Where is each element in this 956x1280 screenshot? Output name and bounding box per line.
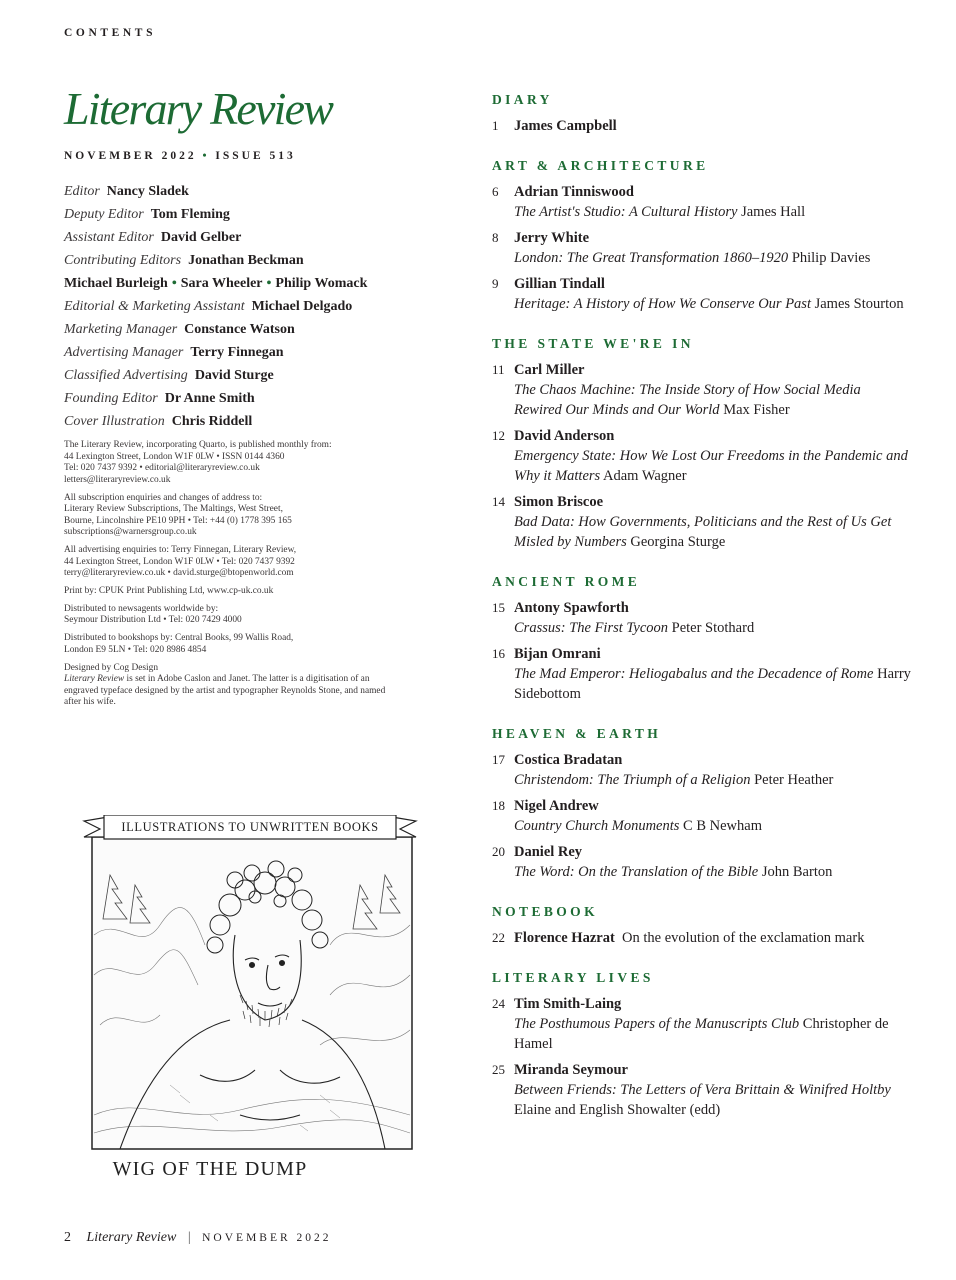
publication-info-line: The Literary Review, incorporating Quarto, is published monthly from: bbox=[64, 440, 332, 450]
page-number: 8 bbox=[492, 230, 499, 245]
publication-info-line: letters@literaryreview.co.uk bbox=[64, 474, 171, 485]
page-footer bbox=[64, 1230, 332, 1246]
staff-role: Advertising Manager bbox=[64, 345, 184, 360]
staff-name: Jonathan Beckman bbox=[188, 253, 304, 268]
reviewer-name: Nigel Andrew bbox=[514, 798, 599, 814]
publication-info-line: Seymour Distribution Ltd • Tel: 020 7429 4000 bbox=[64, 615, 242, 626]
book-title: The Chaos Machine: The Inside Story of How Social Media Rewired Our Minds and Our World bbox=[514, 382, 861, 418]
toc-entry[interactable] bbox=[492, 994, 912, 1054]
toc-section bbox=[492, 726, 912, 882]
toc-entry[interactable] bbox=[492, 598, 912, 638]
page-number: 22 bbox=[492, 930, 505, 945]
toc-section bbox=[492, 336, 912, 552]
staff-name: Dr Anne Smith bbox=[164, 391, 255, 406]
publication-info-line: Bourne, Lincolnshire PE10 9PH • Tel: +44 (0) 1778 395 165 bbox=[64, 515, 292, 526]
section-heading: ART & ARCHITECTURE bbox=[492, 158, 709, 173]
typeface-note-mag: Literary Review bbox=[64, 674, 125, 685]
entry-body bbox=[514, 750, 912, 790]
section-heading: ANCIENT ROME bbox=[492, 574, 641, 589]
publication-info-block bbox=[64, 545, 394, 580]
staff-role: Marketing Manager bbox=[64, 322, 178, 337]
toc-section bbox=[492, 904, 912, 948]
page-number: 17 bbox=[492, 752, 505, 767]
publication-info-line: Literary Review Subscriptions, The Maltings, West Street, bbox=[64, 504, 283, 515]
bullet-icon: • bbox=[202, 150, 216, 162]
page-number: 20 bbox=[492, 844, 505, 859]
section-heading: LITERARY LIVES bbox=[492, 970, 654, 985]
staff-role: Assistant Editor bbox=[64, 230, 154, 245]
page-number: 18 bbox=[492, 798, 505, 813]
staff-role: Classified Advertising bbox=[64, 368, 188, 383]
publication-info-block bbox=[64, 440, 394, 486]
toc-entry[interactable] bbox=[492, 842, 912, 882]
toc-section bbox=[492, 92, 912, 136]
publication-info-block bbox=[64, 604, 394, 627]
staff-role: Editorial & Marketing Assistant bbox=[64, 299, 245, 314]
entry-body bbox=[514, 116, 912, 136]
page-number: 14 bbox=[492, 494, 505, 509]
staff-name: Chris Riddell bbox=[171, 414, 253, 429]
book-author: Peter Stothard bbox=[671, 620, 755, 636]
reviewer-name: Costica Bradatan bbox=[514, 752, 623, 768]
staff-name: David Sturge bbox=[194, 368, 274, 383]
reviewer-name: Florence Hazrat bbox=[514, 930, 615, 946]
contents-label: CONTENTS bbox=[64, 27, 157, 39]
toc-section bbox=[492, 970, 912, 1120]
staff-role: Contributing Editors bbox=[64, 253, 182, 268]
reviewer-name: Carl Miller bbox=[514, 362, 585, 378]
book-author: Christopher de Hamel bbox=[514, 1016, 889, 1052]
staff-row bbox=[64, 318, 464, 341]
book-title: Bad Data: How Governments, Politicians and the Rest of Us Get Misled by Numbers bbox=[514, 514, 892, 550]
page-number: 2 bbox=[64, 1230, 71, 1245]
staff-row bbox=[64, 341, 464, 364]
toc-entry[interactable] bbox=[492, 928, 912, 948]
reviewer-name: Jerry White bbox=[514, 230, 590, 246]
book-author: Philip Davies bbox=[791, 250, 871, 266]
reviewer-name: David Anderson bbox=[514, 428, 615, 444]
staff-row bbox=[64, 226, 464, 249]
publication-info-block bbox=[64, 633, 394, 656]
book-author: John Barton bbox=[761, 864, 833, 880]
staff-name: Sara Wheeler bbox=[180, 276, 263, 291]
entry-body bbox=[514, 796, 912, 836]
entry-body bbox=[514, 274, 912, 314]
reviewer-name: Gillian Tindall bbox=[514, 276, 605, 292]
publication-info-line: 44 Lexington Street, London W1F 0LW • ISSN 0144 4360 bbox=[64, 451, 285, 462]
staff-name: Michael Burleigh bbox=[64, 276, 168, 291]
page-number: 6 bbox=[492, 184, 499, 199]
toc-entry[interactable] bbox=[492, 360, 912, 420]
reviewer-name: Bijan Omrani bbox=[514, 646, 601, 662]
page-number: 15 bbox=[492, 600, 505, 615]
book-title: Country Church Monuments bbox=[514, 818, 680, 834]
entry-body bbox=[514, 1060, 912, 1120]
toc-entry[interactable] bbox=[492, 492, 912, 552]
book-author: James Stourton bbox=[814, 296, 904, 312]
article-subject: On the evolution of the exclamation mark bbox=[622, 930, 865, 946]
issue-number: ISSUE 513 bbox=[215, 150, 296, 162]
page-number: 1 bbox=[492, 118, 499, 133]
book-title: Emergency State: How We Lost Our Freedoms in the Pandemic and Why it Matters bbox=[514, 448, 908, 484]
publication-info-block bbox=[64, 586, 394, 598]
publication-info-line: Distributed to bookshops by: Central Books, 99 Wallis Road, bbox=[64, 633, 294, 644]
staff-role: Deputy Editor bbox=[64, 207, 144, 222]
book-author: James Hall bbox=[741, 204, 806, 220]
staff-row bbox=[64, 410, 464, 433]
entry-body bbox=[514, 228, 912, 268]
footer-magazine-name: Literary Review bbox=[86, 1230, 177, 1245]
staff-row bbox=[64, 203, 464, 226]
illustration-banner-text: ILLUSTRATIONS TO UNWRITTEN BOOKS bbox=[121, 820, 379, 834]
entry-body bbox=[514, 842, 912, 882]
publication-info bbox=[64, 440, 394, 715]
reviewer-name: Miranda Seymour bbox=[514, 1062, 628, 1078]
toc-section bbox=[492, 574, 912, 704]
book-title: The Artist's Studio: A Cultural History bbox=[514, 204, 738, 220]
staff-row bbox=[64, 180, 464, 203]
toc-entry[interactable] bbox=[492, 796, 912, 836]
staff-role: Founding Editor bbox=[64, 391, 158, 406]
publication-info-block bbox=[64, 493, 394, 539]
publication-info-block bbox=[64, 663, 394, 709]
book-author: Max Fisher bbox=[723, 402, 790, 418]
book-title: The Posthumous Papers of the Manuscripts Club bbox=[514, 1016, 800, 1032]
staff-list bbox=[64, 180, 464, 433]
reviewer-name: Simon Briscoe bbox=[514, 494, 604, 510]
entry-body bbox=[514, 928, 912, 948]
staff-row bbox=[64, 295, 464, 318]
page-number: 12 bbox=[492, 428, 505, 443]
issue-line bbox=[64, 150, 296, 162]
staff-name: Philip Womack bbox=[275, 276, 368, 291]
entry-body bbox=[514, 492, 912, 552]
publication-info-line: terry@literaryreview.co.uk • david.sturge@btopenworld.com bbox=[64, 568, 294, 579]
publication-info-line: Designed by Cog Design bbox=[64, 662, 159, 673]
publication-info-line: Distributed to newsagents worldwide by: bbox=[64, 603, 219, 614]
publication-info-line: Tel: 020 7437 9392 • editorial@literaryreview.co.uk bbox=[64, 463, 260, 474]
entry-body bbox=[514, 182, 912, 222]
bullet-icon: • bbox=[266, 276, 272, 291]
reviewer-name: Adrian Tinniswood bbox=[514, 184, 634, 200]
publication-info-line: All advertising enquiries to: Terry Finnegan, Literary Review, bbox=[64, 545, 297, 556]
entry-body bbox=[514, 360, 912, 420]
toc-entry[interactable] bbox=[492, 750, 912, 790]
issue-month: NOVEMBER 2022 bbox=[64, 150, 197, 162]
entry-body bbox=[514, 994, 912, 1054]
section-heading: THE STATE WE'RE IN bbox=[492, 336, 694, 351]
publication-info-line: subscriptions@warnersgroup.co.uk bbox=[64, 527, 197, 538]
cover-illustration bbox=[80, 815, 420, 1185]
book-author: Adam Wagner bbox=[603, 468, 687, 484]
bullet-icon: • bbox=[171, 276, 177, 291]
staff-name: Tom Fleming bbox=[150, 207, 230, 222]
section-heading: NOTEBOOK bbox=[492, 904, 598, 919]
publication-info-line: 44 Lexington Street, London W1F 0LW • Tel: 020 7437 9392 bbox=[64, 556, 295, 567]
staff-role: Cover Illustration bbox=[64, 414, 165, 429]
toc-entry[interactable] bbox=[492, 116, 912, 136]
book-title: The Mad Emperor: Heliogabalus and the Decadence of Rome bbox=[514, 666, 874, 682]
staff-row bbox=[64, 272, 464, 295]
illustration-drawing bbox=[80, 815, 420, 1185]
publication-info-line: London E9 5LN • Tel: 020 8986 4854 bbox=[64, 644, 207, 655]
staff-name: David Gelber bbox=[160, 230, 242, 245]
reviewer-name: James Campbell bbox=[514, 118, 617, 134]
page-number: 11 bbox=[492, 362, 505, 377]
book-author: Harry Sidebottom bbox=[514, 666, 911, 702]
page-number: 9 bbox=[492, 276, 499, 291]
toc-entry[interactable] bbox=[492, 228, 912, 268]
staff-row bbox=[64, 249, 464, 272]
masthead-logo: Literary Review bbox=[64, 83, 333, 134]
book-title: Crassus: The First Tycoon bbox=[514, 620, 669, 636]
page-number: 24 bbox=[492, 996, 505, 1011]
toc-section bbox=[492, 158, 912, 314]
staff-row bbox=[64, 387, 464, 410]
book-author: C B Newham bbox=[683, 818, 762, 834]
toc-entry[interactable] bbox=[492, 274, 912, 314]
toc-entry[interactable] bbox=[492, 644, 912, 704]
staff-row bbox=[64, 364, 464, 387]
book-title: Between Friends: The Letters of Vera Brittain & Winifred Holtby bbox=[514, 1082, 891, 1098]
footer-date: NOVEMBER 2022 bbox=[202, 1232, 332, 1244]
publication-info-line: Print by: CPUK Print Publishing Ltd, www.cp-uk.co.uk bbox=[64, 586, 274, 597]
page-number: 16 bbox=[492, 646, 505, 661]
toc-entry[interactable] bbox=[492, 1060, 912, 1120]
typeface-note-text: is set in Adobe Caslon and Janet. The latter is a digitisation of an engraved typeface designed by the artist and typographer Reynolds Stone, and named after his wife. bbox=[64, 674, 386, 708]
reviewer-name: Tim Smith-Laing bbox=[514, 996, 622, 1012]
staff-name: Terry Finnegan bbox=[190, 345, 284, 360]
staff-name: Nancy Sladek bbox=[106, 184, 189, 199]
book-title: Heritage: A History of How We Conserve Our Past bbox=[514, 296, 811, 312]
section-heading: HEAVEN & EARTH bbox=[492, 726, 662, 741]
page-number: 25 bbox=[492, 1062, 505, 1077]
staff-name: Michael Delgado bbox=[251, 299, 353, 314]
reviewer-name: Daniel Rey bbox=[514, 844, 583, 860]
toc-entry[interactable] bbox=[492, 426, 912, 486]
book-title: The Word: On the Translation of the Bible bbox=[514, 864, 759, 880]
section-heading: DIARY bbox=[492, 92, 553, 107]
book-title: London: The Great Transformation 1860–1920 bbox=[514, 250, 789, 266]
table-of-contents bbox=[492, 92, 912, 1142]
divider: | bbox=[187, 1230, 191, 1245]
toc-entry[interactable] bbox=[492, 182, 912, 222]
staff-name: Constance Watson bbox=[184, 322, 295, 337]
entry-body bbox=[514, 598, 912, 638]
book-author: Elaine and English Showalter (edd) bbox=[514, 1102, 721, 1118]
book-title: Christendom: The Triumph of a Religion bbox=[514, 772, 751, 788]
entry-body bbox=[514, 426, 912, 486]
illustration-caption: WIG OF THE DUMP bbox=[112, 1158, 308, 1180]
staff-role: Editor bbox=[64, 184, 100, 199]
reviewer-name: Antony Spawforth bbox=[514, 600, 629, 616]
book-author: Georgina Sturge bbox=[630, 534, 726, 550]
book-author: Peter Heather bbox=[754, 772, 834, 788]
publication-info-line: All subscription enquiries and changes of address to: bbox=[64, 492, 263, 503]
entry-body bbox=[514, 644, 912, 704]
